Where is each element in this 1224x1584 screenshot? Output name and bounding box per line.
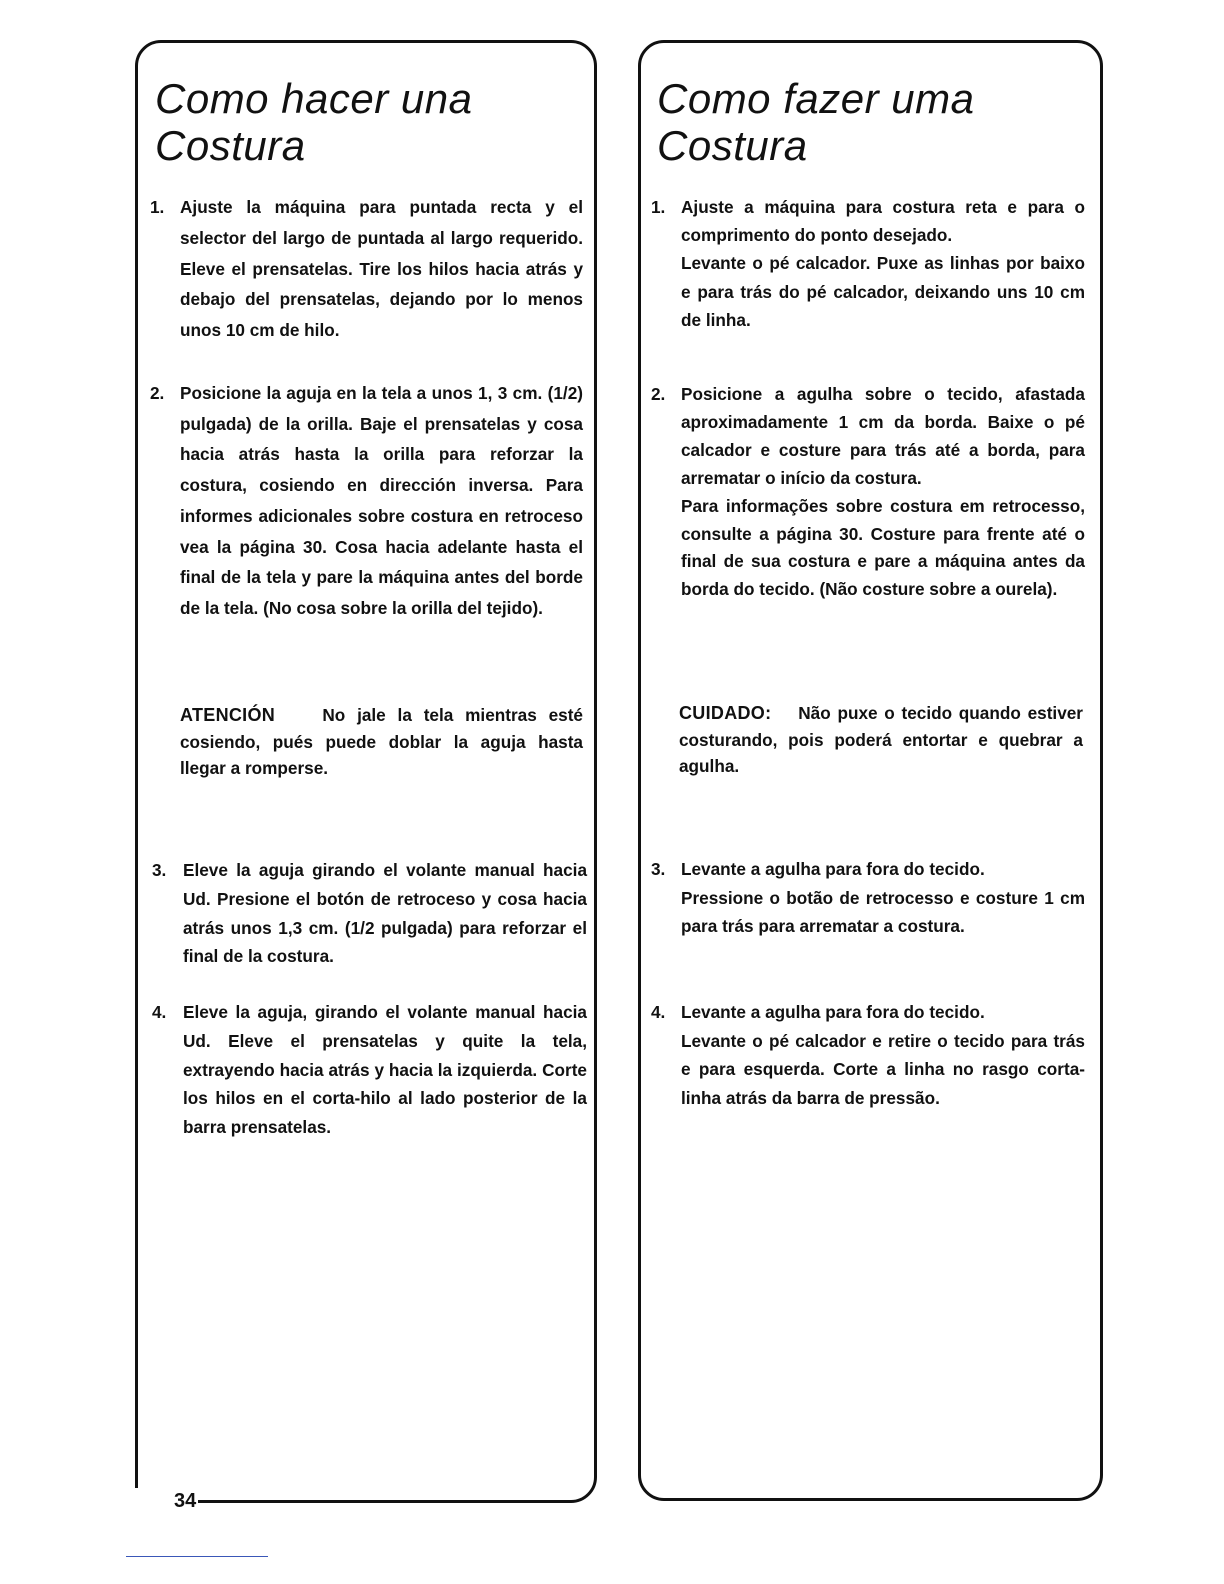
warning-text: No jale la tela mientras esté cosiendo, pués puede doblar la aguja hasta llegar a romperse. <box>180 705 583 778</box>
item-text-line: Posicione a agulha sobre o tecido, afastada aproximadamente 1 cm da borda. Baixe o pé calcador e costure para trás até a borda, para arrematar o início da costura. <box>681 384 1085 488</box>
item-text-line: Pressione o botão de retrocesso e costure 1 cm para trás para arrematar a costura. <box>681 887 1085 936</box>
warning-note <box>679 700 1083 780</box>
item-text-line: Levante o pé calcador. Puxe as linhas por baixo e para trás do pé calcador, deixando uns 10 cm de linha. <box>681 253 1085 330</box>
warning-label: ATENCIÓN <box>180 705 276 725</box>
panel-portuguese <box>638 40 1103 1501</box>
warning-note <box>180 702 583 782</box>
item-text-line: Levante o pé calcador e retire o tecido para trás e para esquerda. Corte a linha no rasgo corta-linha atrás da barra de pressão. <box>681 1030 1085 1109</box>
page-title <box>155 75 473 169</box>
title-line-2: Costura <box>155 122 306 169</box>
item-text-line: Para informações sobre costura em retrocesso, consulte a página 30. Costure para frente até o final de sua costura e pare a máquina antes da borda do tecido. (Não costure sobre a ourela). <box>681 495 1085 600</box>
item-number: 1. <box>150 197 165 217</box>
title-line-2: Costura <box>657 122 808 169</box>
item-text: Eleve la aguja girando el volante manual hacia Ud. Presione el botón de retroceso y cosa hacia atrás unos 1,3 cm. (1/2 pulgada) para reforzar el final de la costura. <box>183 860 587 967</box>
item-text: Ajuste la máquina para puntada recta y el selector del largo de puntada al largo requerido. Eleve el prensatelas. Tire los hilos hacia atrás y debajo del prensatelas, dejando por lo menos unos 10 cm de hilo. <box>180 197 583 341</box>
item-number: 4. <box>152 1002 167 1022</box>
warning-label: CUIDADO: <box>679 703 772 723</box>
item-number: 3. <box>651 859 666 879</box>
item-text-line: Ajuste a máquina para costura reta e para o comprimento do ponto desejado. <box>681 197 1085 246</box>
item-text: Posicione la aguja en la tela a unos 1, 3 cm. (1/2) pulgada) de la orilla. Baje el prensatelas y cosa hacia atrás hasta la orilla para reforzar la costura, cosiendo en dirección inversa. Para informes adicionales sobre costura en retroceso vea la página 30. Cosa hacia adelante hasta el final de la tela y pare la máquina antes del borde de la tela. (No cosa sobre la orilla del tejido). <box>180 383 583 618</box>
item-number: 4. <box>651 1002 666 1022</box>
item-text <box>681 855 1085 941</box>
footer-rule <box>126 1556 268 1557</box>
page-number: 34 <box>174 1490 197 1512</box>
item-number: 3. <box>152 860 167 880</box>
warning-text: Não puxe o tecido quando estiver costurando, pois poderá entortar e quebrar a agulha. <box>679 703 1083 776</box>
item-number: 1. <box>651 197 666 217</box>
page-number-gap <box>135 1488 175 1518</box>
panel-spanish <box>135 40 597 1503</box>
item-number: 2. <box>150 383 165 403</box>
title-line-1: Como fazer uma <box>657 75 975 122</box>
page-title <box>657 75 974 169</box>
item-text: Eleve la aguja, girando el volante manual hacia Ud. Eleve el prensatelas y quite la tela, extrayendo hacia atrás y hacia la izquierda. Corte los hilos en el corta-hilo al lado posterior de la barra prensatelas. <box>183 1002 587 1138</box>
item-text-line: Levante a agulha para fora do tecido. <box>681 1002 985 1022</box>
item-text <box>681 998 1085 1113</box>
title-line-1: Como hacer una <box>155 75 473 122</box>
item-text-line: Levante a agulha para fora do tecido. <box>681 859 985 879</box>
item-text <box>681 193 1085 334</box>
item-text <box>681 381 1085 604</box>
item-number: 2. <box>651 384 666 404</box>
